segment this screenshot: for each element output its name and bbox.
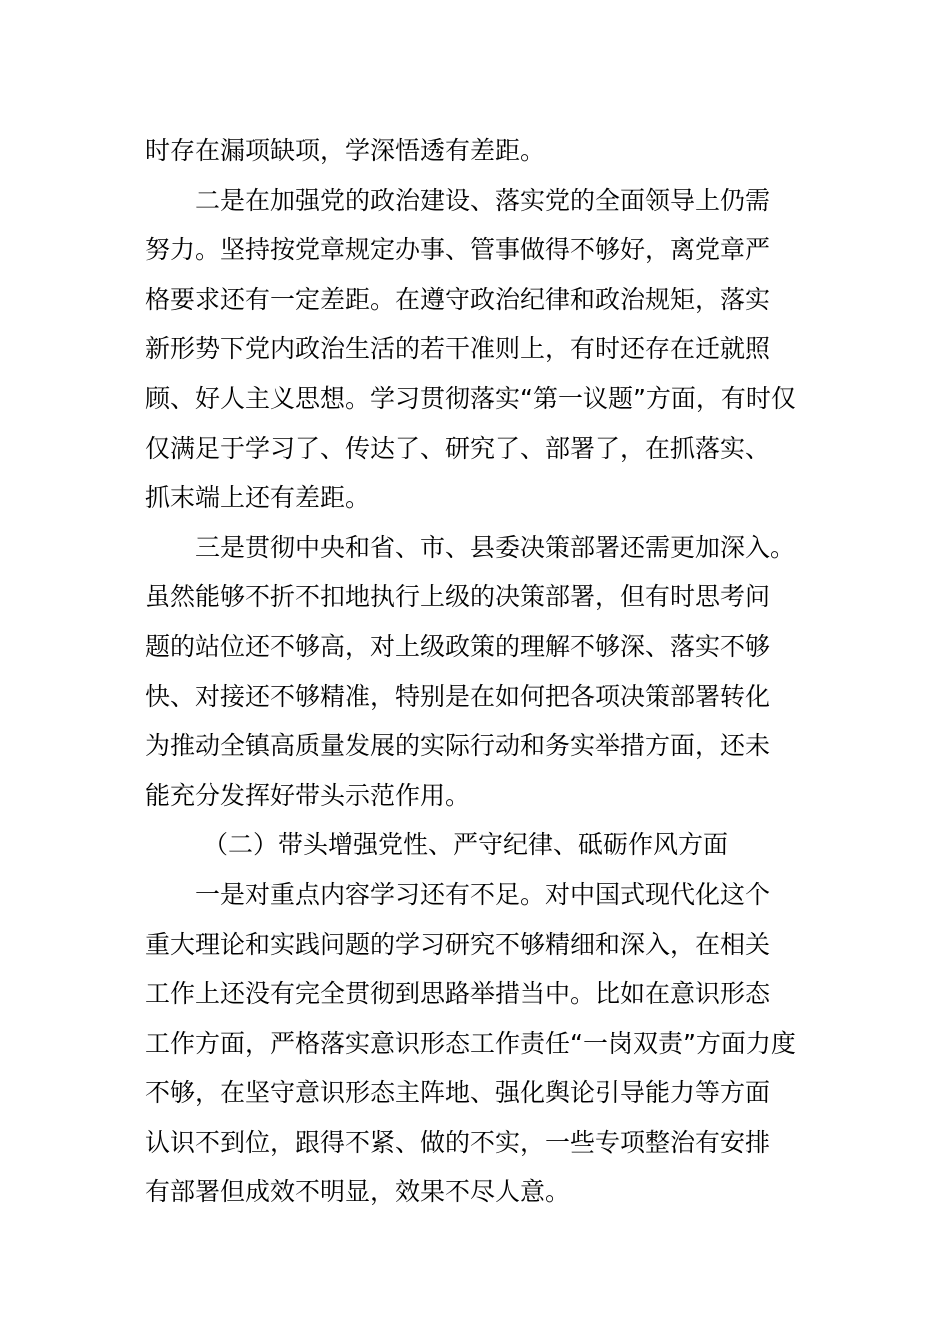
text-line: 工作方面，严格落实意识形态工作责任“一岗双责”方面力度 xyxy=(145,1028,796,1058)
document-body xyxy=(145,126,810,1217)
text-line: 快、对接还不够精准，特别是在如何把各项决策部署转化 xyxy=(145,681,771,711)
text-line: 时存在漏项缺项，学深悟透有差距。 xyxy=(145,136,546,165)
text-line: 有部署但成效不明显，效果不尽人意。 xyxy=(145,1177,571,1207)
paragraph-4-start: 一是对重点内容学习还有不足。对中国式现代化这个 xyxy=(195,879,771,909)
text-line: 新形势下党内政治生活的若干准则上，有时还存在迁就照 xyxy=(145,334,771,364)
paragraph-2-start: 二是在加强党的政治建设、落实党的全面领导上仍需 xyxy=(195,185,771,215)
text-line: 虽然能够不折不扣地执行上级的决策部署，但有时思考问 xyxy=(145,582,771,612)
paragraph-3-start: 三是贯彻中央和省、市、县委决策部署还需更加深入。 xyxy=(195,532,796,562)
text-line: 顾、好人主义思想。学习贯彻落实“第一议题”方面，有时仅 xyxy=(145,383,796,413)
section-heading: （二）带头增强党性、严守纪律、砥砺作风方面 xyxy=(203,830,729,860)
text-line: 重大理论和实践问题的学习研究不够精细和深入，在相关 xyxy=(145,929,771,959)
text-line: 努力。坚持按党章规定办事、管事做得不够好，离党章严 xyxy=(145,235,771,265)
text-line: 题的站位还不够高，对上级政策的理解不够深、落实不够 xyxy=(145,631,771,661)
text-line: 格要求还有一定差距。在遵守政治纪律和政治规矩，落实 xyxy=(145,284,771,314)
text-line: 不够，在坚守意识形态主阵地、强化舆论引导能力等方面 xyxy=(145,1078,771,1108)
text-line: 抓末端上还有差距。 xyxy=(145,483,371,513)
text-line: 能充分发挥好带头示范作用。 xyxy=(145,780,471,810)
text-line: 认识不到位，跟得不紧、做的不实，一些专项整治有安排 xyxy=(145,1127,771,1157)
text-line: 工作上还没有完全贯彻到思路举措当中。比如在意识形态 xyxy=(145,979,771,1009)
text-line: 为推动全镇高质量发展的实际行动和务实举措方面，还未 xyxy=(145,731,771,761)
text-line: 仅满足于学习了、传达了、研究了、部署了，在抓落实、 xyxy=(145,433,771,463)
